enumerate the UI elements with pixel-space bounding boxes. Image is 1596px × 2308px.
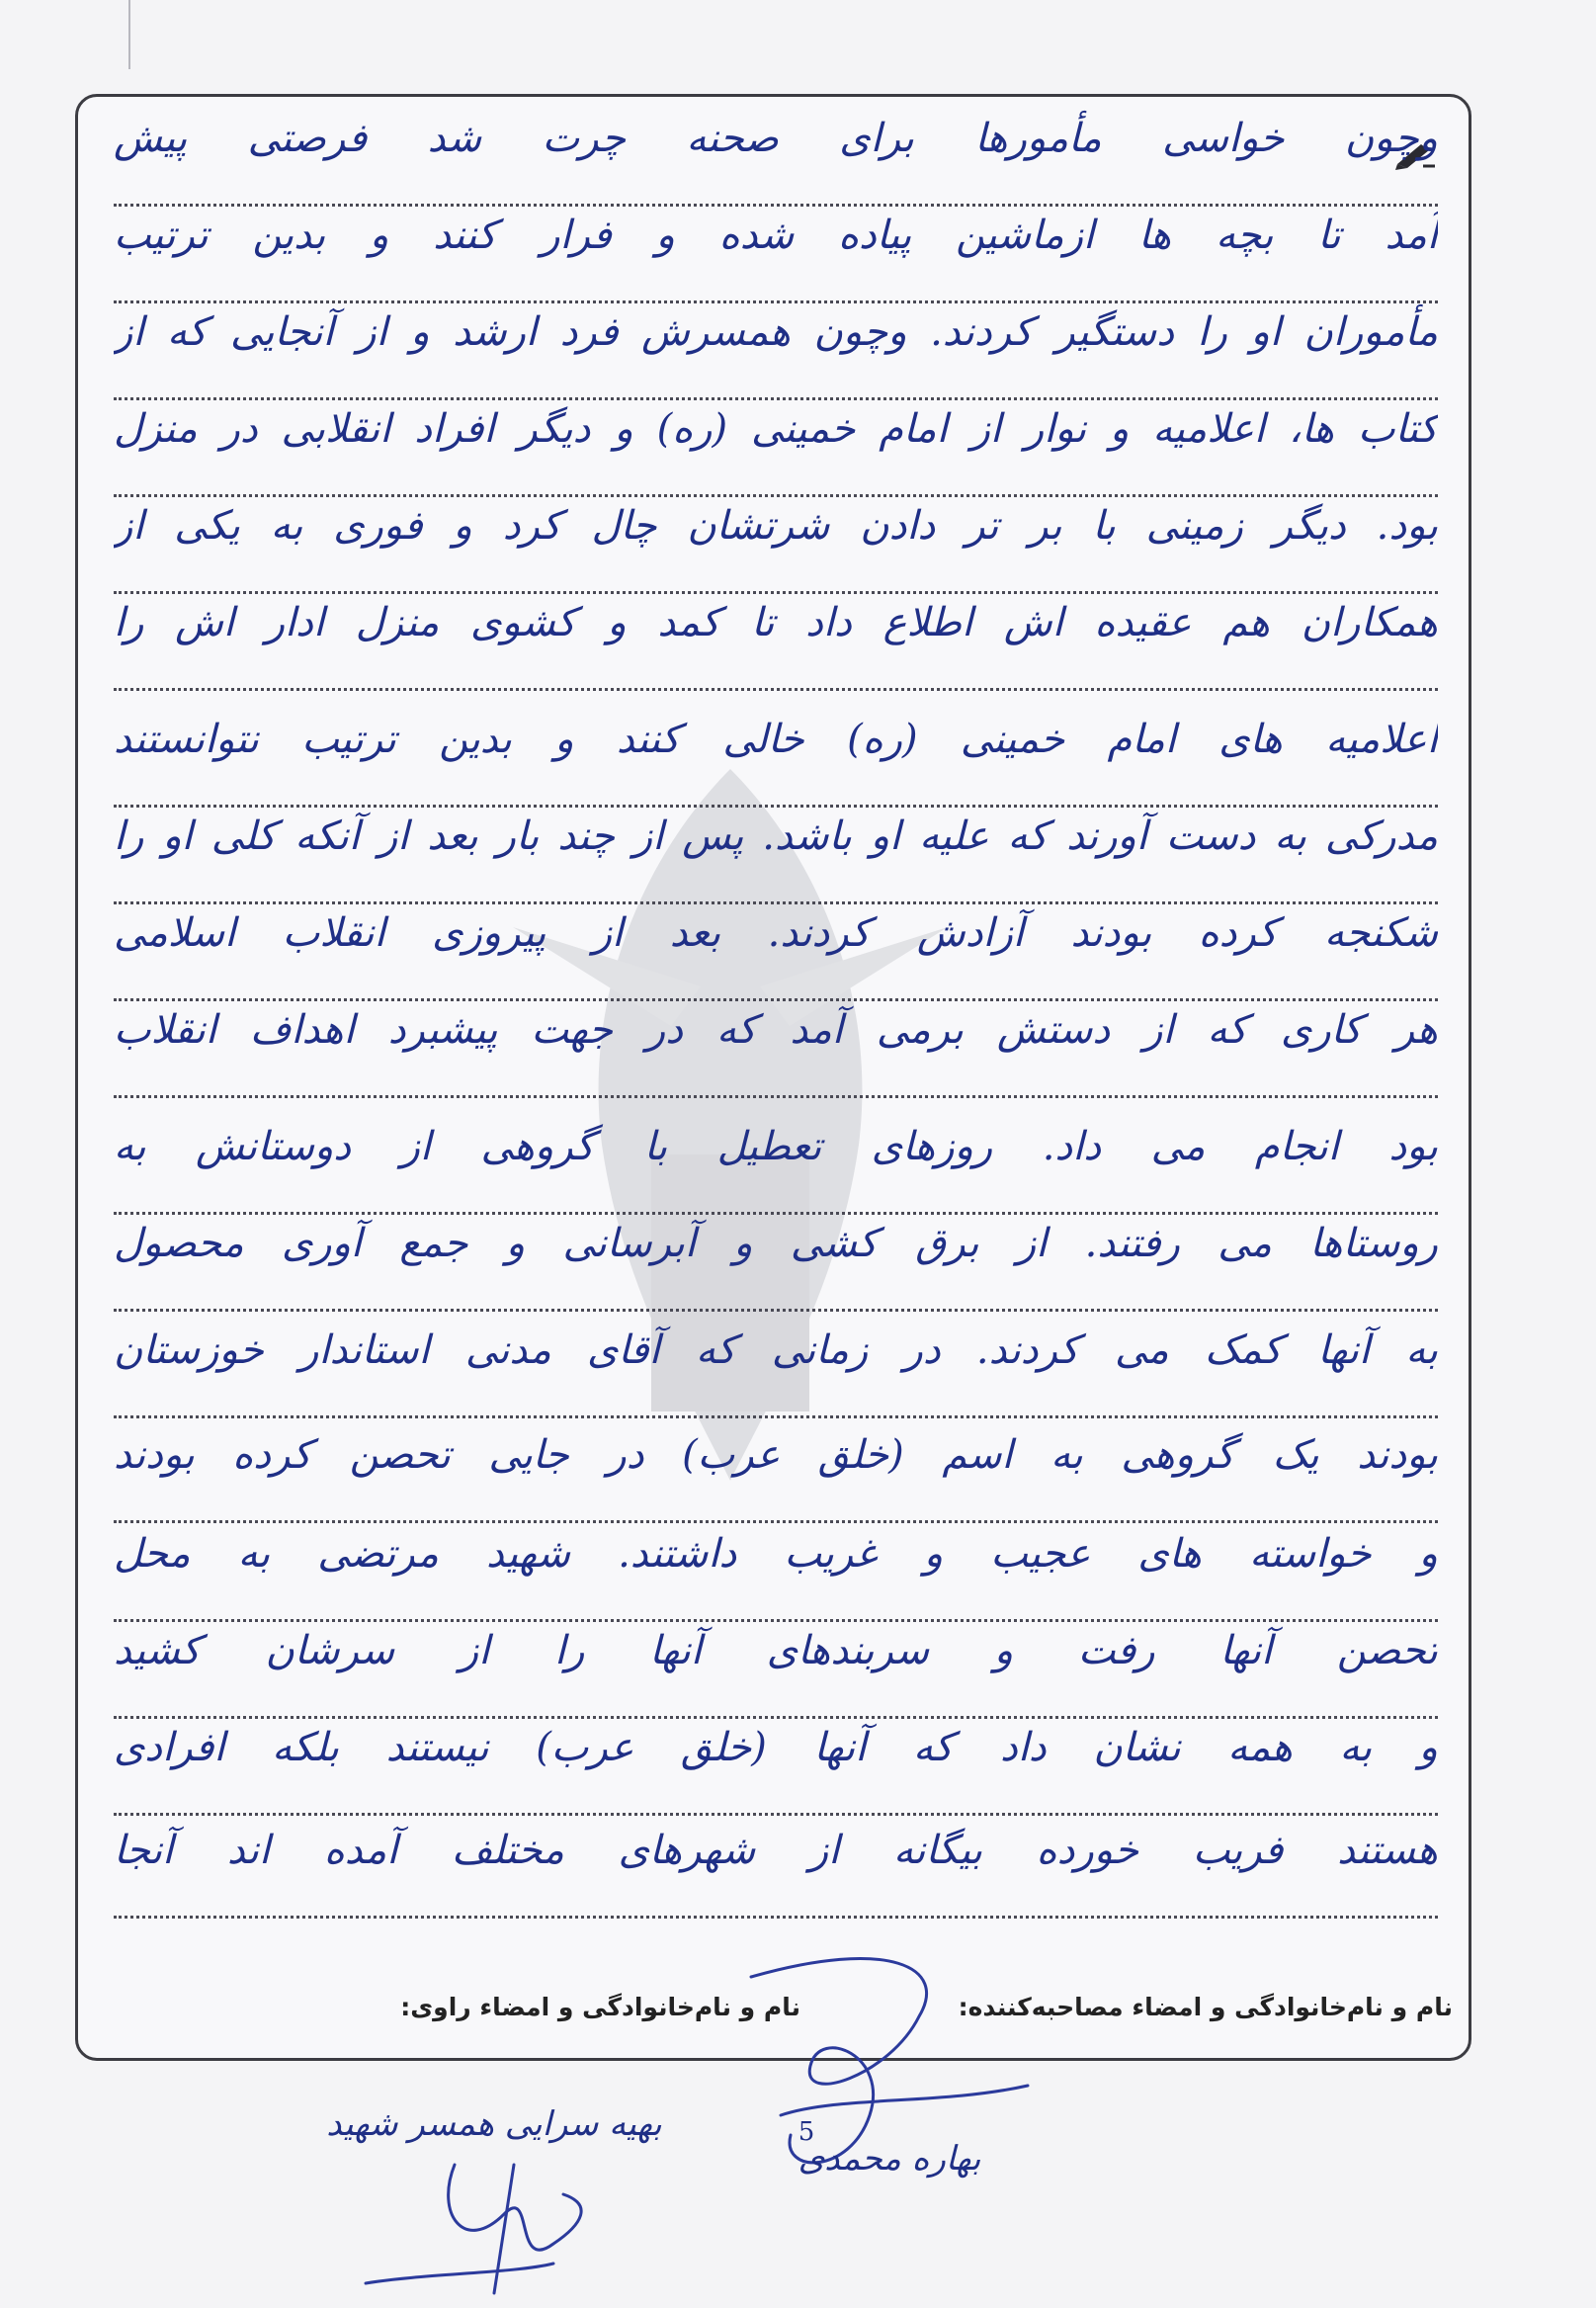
handwritten-line: وچون خواسی مأمورها برای صحنه چرت شد فرصتی پیش	[114, 107, 1438, 207]
handwritten-line: کتاب ها، اعلامیه و نوار از امام خمینی (ره) و دیگر افراد انقلابی در منزل	[114, 397, 1438, 497]
handwritten-line: مأموران او را دستگیر کردند. وچون همسرش فرد ارشد و از آنجایی که از	[114, 300, 1438, 400]
narrator-signature-name: بهیه سرایی همسر شهید	[326, 2104, 662, 2144]
interviewer-signature-name: بهاره محمدی	[798, 2139, 981, 2179]
handwritten-line: به آنها کمک می کردند. در زمانی که آقای مدنی استاندار خوزستان	[114, 1319, 1438, 1418]
handwritten-line: مدرکی به دست آورند که علیه او باشد. پس از چند بار بعد از آنکه کلی او را	[114, 805, 1438, 904]
handwritten-line: و خواسته های عجیب و غریب داشتند. شهید مرتضی به محل	[114, 1522, 1438, 1622]
handwritten-line: هر کاری که از دستش برمی آمد که در جهت پیشبرد اهداف انقلاب	[114, 998, 1438, 1098]
handwritten-line: شکنجه کرده بودند آزادش کردند. بعد از پیروزی انقلاب اسلامی	[114, 901, 1438, 1001]
handwritten-line: بودند یک گروهی به اسم (خلق عرب) در جایی تحصن کرده بودند	[114, 1423, 1438, 1523]
handwritten-line: اعلامیه های امام خمینی (ره) خالی کنند و بدین ترتیب نتوانستند	[114, 708, 1438, 808]
handwritten-line: بود. دیگر زمینی با بر تر دادن شرتشان چال کرد و فوری به یکی از	[114, 494, 1438, 594]
page-number: 5	[798, 2117, 815, 2147]
interviewer-signature	[751, 1958, 1028, 2162]
handwritten-line: آمد تا بچه ها ازماشین پیاده شده و فرار کنند و بدین ترتیب	[114, 204, 1438, 303]
handwritten-line: همکاران هم عقیده اش اطلاع داد تا کمد و کشوی منزل ادار اش را	[114, 591, 1438, 691]
handwritten-line: تحصن آنها رفت و سربندهای آنها را از سرشان کشید	[114, 1619, 1438, 1719]
handwritten-line: روستاها می رفتند. از برق کشی و آبرسانی و جمع آوری محصول	[114, 1212, 1438, 1312]
narrator-label: نام و نام‌خانوادگی و امضاء راوی:	[400, 1993, 800, 2021]
handwritten-line: بود انجام می داد. روزهای تعطیل با گروهی از دوستانش به	[114, 1115, 1438, 1215]
interviewer-label: نام و نام‌خانوادگی و امضاء مصاحبه‌کننده:	[958, 1993, 1453, 2021]
narrator-signature	[366, 2165, 581, 2293]
handwritten-line: و به همه نشان داد که آنها (خلق عرب) نیستند بلکه افرادی	[114, 1716, 1438, 1816]
handwritten-line: هستند فریب خورده بیگانه از شهرهای مختلف آمده اند آنجا	[114, 1819, 1438, 1919]
